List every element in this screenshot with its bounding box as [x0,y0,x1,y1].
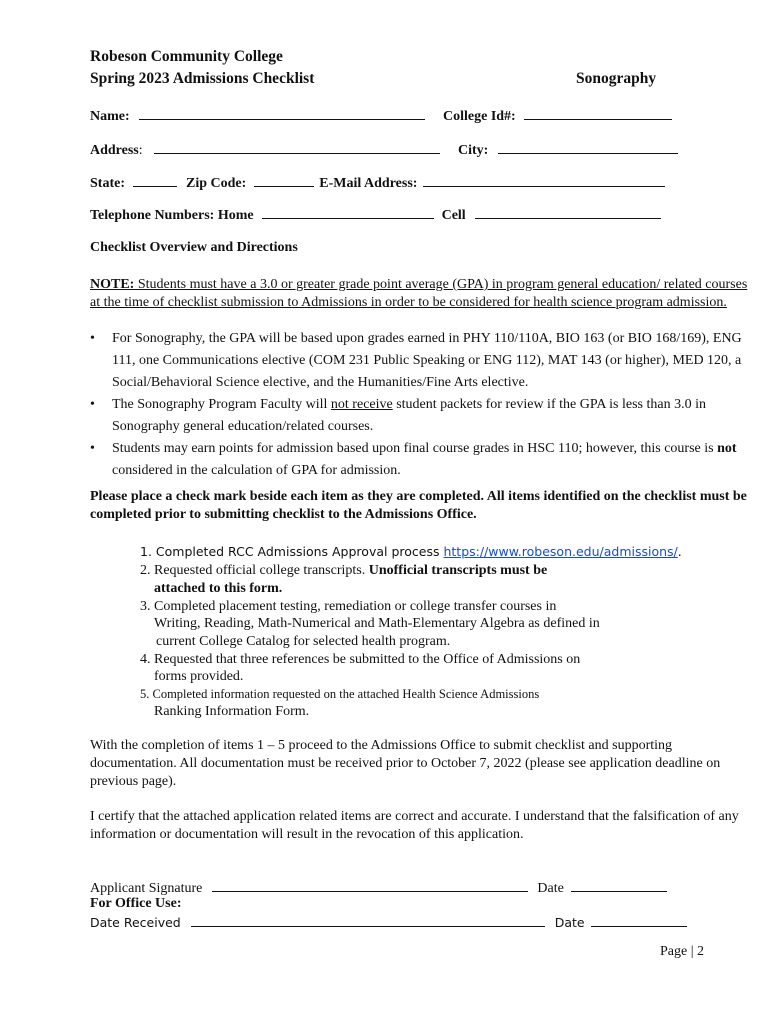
email-line[interactable] [423,174,665,187]
bullet-text: For Sonography, the GPA will be based upon grades earned in PHY 110/110A, BIO 163 (or BIO 168/169), ENG 111, one Communications elective (COM 231 Public Speaking or ENG 112), MAT 143 (or higher), MED 120, a Social/Behavioral Science elective, and the Humanities/Fine Arts elective. [112,331,742,390]
cell-phone-line[interactable] [475,206,661,219]
college-id-label: College Id#: [443,109,516,124]
name-field[interactable] [90,107,425,125]
address-field[interactable] [90,141,440,159]
bullet-underline-text: not receive [330,397,393,412]
state-line[interactable] [133,174,177,187]
city-field[interactable] [458,141,678,159]
completion-paragraph: With the completion of items 1 – 5 proceed to the Admissions Office to submit checklist and supporting documentation. All documentation must be received prior to October 7, 2022 (please see application deadline on previous page). [90,738,721,789]
item-2-continued: attached to this form. [154,581,283,596]
office-use-heading: For Office Use: [90,896,182,911]
item-3-line-2: Writing, Reading, Math-Numerical and Math-Elementary Algebra as defined in [154,616,600,631]
program-name: Sonography [576,70,657,87]
date-label: Date [537,881,564,896]
email-label: E-Mail Address: [319,176,418,191]
admissions-link[interactable]: https://www.robeson.edu/admissions/ [443,544,678,559]
gpa-note [90,276,755,312]
item-bold-text: Unofficial transcripts must be [368,563,548,578]
checklist-item-5: 5. Completed information requested on the attached Health Science Admissions [140,687,540,701]
state-zip-email-row [90,174,665,192]
checklist-item-2 [140,562,547,580]
item-3-line-3: current College Catalog for selected health program. [156,634,451,649]
bullet-text: Students may earn points for admission based upon final course grades in HSC 110; however, this course is [112,441,718,456]
item-text: 2. Requested official college transcripts. [140,563,369,578]
zip-line[interactable] [254,174,314,187]
date-line-2[interactable] [591,914,687,927]
bullet-text: The Sonography Program Faculty will [112,397,331,412]
date-received-line[interactable] [191,914,545,927]
bullet-bold-text: not [717,441,737,456]
college-id-field[interactable] [443,107,672,125]
note-prefix: NOTE: [90,277,135,292]
gpa-bullet-list [90,328,755,482]
name-line[interactable] [139,107,425,120]
applicant-signature-label: Applicant Signature [90,881,203,896]
item-5-line-2: Ranking Information Form. [154,704,310,719]
bullet-text: student packets for review if the GPA is less than 3.0 in Sonography general education/related courses. [112,397,706,434]
date-label-2: Date [554,915,585,930]
zip-label: Zip Code: [186,176,247,191]
checklist-item-1 [140,543,682,561]
signature-line[interactable] [212,879,528,892]
checklist-instructions: Please place a check mark beside each item as they are completed. All items identified on the checklist must be completed prior to submitting checklist to the Admissions Office. [90,489,747,522]
state-label: State: [90,176,125,191]
address-colon: : [138,143,143,158]
item-text: . [677,544,682,559]
note-text: Students must have a 3.0 or greater grade point average (GPA) in program general education/ related courses at the time of checklist submission to Admissions in order to be considered for health science program admission. [90,277,748,310]
list-item [90,438,755,482]
checklist-item-3: 3. Completed placement testing, remediation or college transfer courses in [140,599,557,614]
address-label: Address [90,143,139,158]
date-line[interactable] [571,879,667,892]
list-item [90,394,755,438]
page-number: Page | 2 [660,944,705,959]
college-id-line[interactable] [524,107,672,120]
cell-label: Cell [441,208,466,223]
college-name: Robeson Community College [90,48,283,65]
item-4-line-2: forms provided. [154,669,244,684]
city-label: City: [458,143,489,158]
bullet-text: considered in the calculation of GPA for admission. [112,463,401,478]
checklist-title: Spring 2023 Admissions Checklist [90,70,315,87]
item-text: 1. Completed RCC Admissions Approval process [140,544,444,559]
certification-paragraph: I certify that the attached application related items are correct and accurate. I understand that the falsification of any information or documentation will result in the revocation of this application. [90,809,739,842]
date-received-label: Date Received [90,915,181,930]
telephone-row [90,206,661,224]
home-phone-line[interactable] [262,206,434,219]
city-line[interactable] [498,141,678,154]
name-label: Name: [90,109,130,124]
telephone-label: Telephone Numbers: Home [90,208,254,223]
date-received-row [90,914,687,930]
list-item [90,328,755,394]
address-line[interactable] [154,141,440,154]
applicant-signature-row [90,879,667,897]
checklist-item-4: 4. Requested that three references be submitted to the Office of Admissions on [140,652,581,667]
overview-heading: Checklist Overview and Directions [90,240,298,255]
